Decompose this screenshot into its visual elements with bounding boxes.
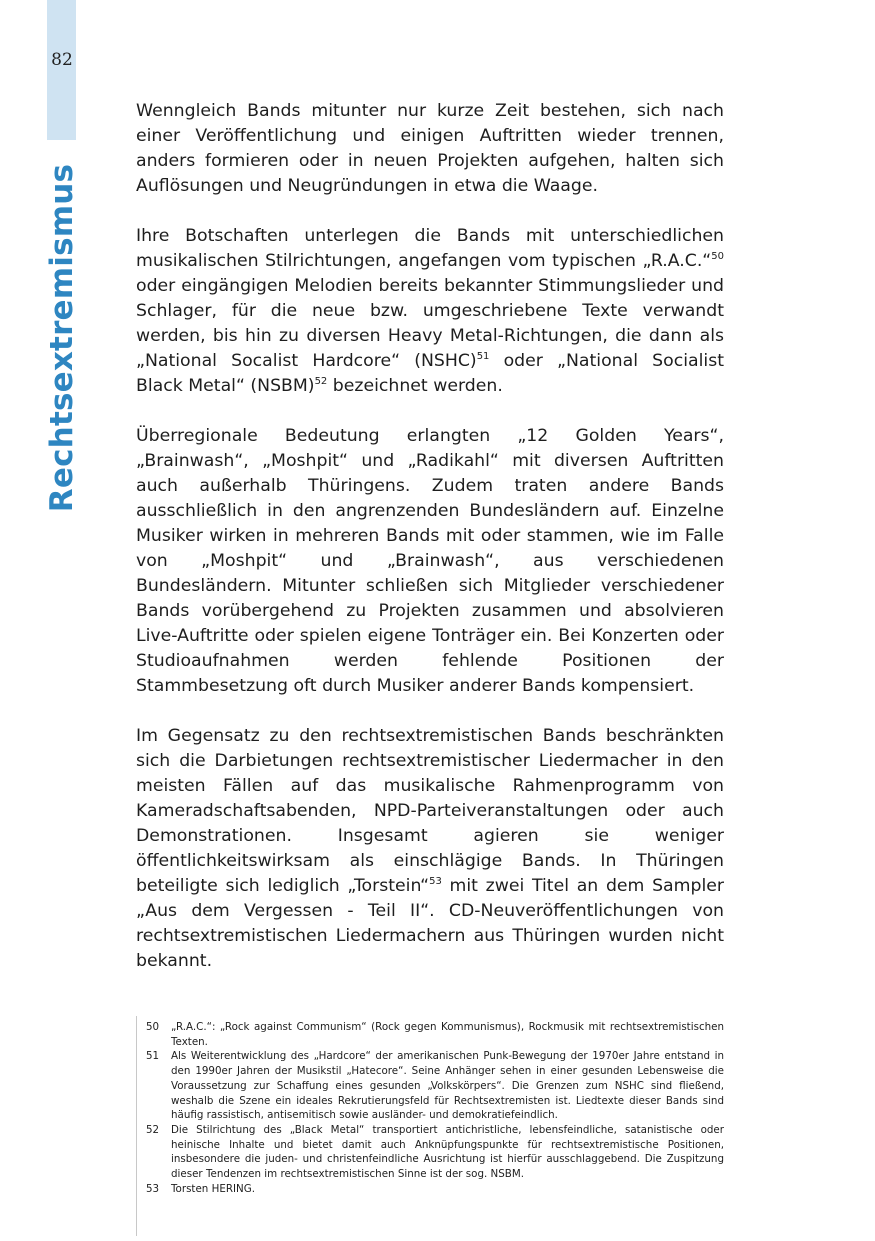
footnote-51 xyxy=(146,1049,724,1123)
chapter-title: Rechtsextremismus xyxy=(44,163,80,513)
footnote-text: „R.A.C.“: „Rock against Communism“ (Rock gegen Kommunismus), Rockmusik mit rechtsextremistischen Texten. xyxy=(171,1021,724,1048)
paragraph-2-text-b: oder eingängigen Melodien bereits bekannter Stimmungslieder und Schlager, für die neue bzw. umgeschriebene Texte verwandt werden, bis hin zu diversen Heavy Metal-Richtungen, die dann als „National Socalist Hardcore“ (NSHC) xyxy=(136,276,724,371)
page-number: 82 xyxy=(51,50,73,70)
paragraph-3: Überregionale Bedeutung erlangten „12 Golden Years“, „Brainwash“, „Moshpit“ und „Radikahl“ mit diversen Auftritten auch außerhalb Thüringens. Zudem traten andere Bands ausschließlich in den angrenzenden Bundesländern auf. Einzelne Musiker wirken in mehreren Bands mit oder stammen, wie im Falle von „Moshpit“ und „Brainwash“, aus verschiedenen Bundesländern. Mitunter schließen sich Mitglieder verschiedener Bands vorübergehend zu Projekten zusammen und absolvieren Live-Auftritte oder spielen eigene Tonträger ein. Bei Konzerten oder Studioaufnahmen werden fehlende Positionen der Stammbesetzung oft durch Musiker anderer Bands kompensiert. xyxy=(136,426,724,696)
page-number-tab xyxy=(47,0,76,140)
paragraph-1: Wenngleich Bands mitunter nur kurze Zeit bestehen, sich nach einer Veröffentlichung und einigen Auftritten wieder trennen, anders formieren oder in neuen Projekten aufgehen, halten sich Auflösungen und Neugründungen in etwa die Waage. xyxy=(136,101,724,196)
paragraph-4-text-a: Im Gegensatz zu den rechtsextremistischen Bands beschränkten sich die Darbietungen rechtsextremistischer Liedermacher in den meisten Fällen auf das musikalische Rahmenprogramm von Kameradschaftsabenden, NPD-Parteiveranstaltungen oder auch Demonstrationen. Insgesamt agieren sie weniger öffentlichkeitswirksam als einschlägige Bands. In Thüringen beteiligte sich lediglich „Torstein“ xyxy=(136,726,724,896)
footnote-text: Die Stilrichtung des „Black Metal“ transportiert antichristliche, lebensfeindliche, satanistische oder heinische Inhalte und bietet damit auch Anknüpfungspunkte für rechtsextremistische Positionen, insbesondere die juden- und christenfeindliche Ausrichtung ist hierfür ausschlaggebend. Die Zuspitzung dieser Tendenzen im rechtsextremistischen Sinne ist der sog. NSBM. xyxy=(171,1123,724,1181)
paragraph-2 xyxy=(136,224,724,399)
footnote-ref-51: 51 xyxy=(476,351,490,362)
footnote-ref-52: 52 xyxy=(314,376,328,387)
paragraph-2-text-c: oder „National Socialist Black Metal“ (NSBM) xyxy=(136,351,725,396)
footnote-50 xyxy=(146,1020,724,1049)
body-text xyxy=(136,99,724,999)
footnote-number: 50 xyxy=(146,1021,160,1033)
footnote-text: Als Weiterentwicklung des „Hardcore“ der amerikanischen Punk-Bewegung der 1970er Jahre entstand in den 1990er Jahren der Musikstil „Hatecore“. Seine Anhänger sehen in einer gesunden Lebensweise die Voraussetzung zur Schaffung eines gesunden „Volkskörpers“. Die Grenzen zum NSHC sind fließend, weshalb die Szene ein ideales Rekrutierungsfeld für Rechtsextremisten ist. Liedtexte dieser Bands sind häufig rassistisch, antisemitisch sowie ausländer- und demokratiefeindlich. xyxy=(171,1050,724,1122)
paragraph-2-text-d: bezeichnet werden. xyxy=(327,376,503,396)
footnote-number: 52 xyxy=(146,1123,160,1136)
footnote-ref-50: 50 xyxy=(711,251,724,262)
footnote-number: 51 xyxy=(146,1050,160,1063)
footnote-text: Torsten HERING. xyxy=(171,1182,256,1195)
footnote-ref-53: 53 xyxy=(429,876,442,887)
paragraph-4 xyxy=(136,724,724,974)
paragraph-2-text-a: Ihre Botschaften unterlegen die Bands mit unterschiedlichen musikalischen Stilrichtungen, angefangen vom typischen „R.A.C.“ xyxy=(136,226,724,271)
footnote-53 xyxy=(146,1182,724,1197)
footnote-52 xyxy=(146,1123,724,1182)
footnote-number: 53 xyxy=(146,1182,160,1195)
footnote-divider xyxy=(136,1016,137,1236)
footnotes xyxy=(146,1020,724,1196)
paragraph-4-text-b: mit zwei Titel an dem Sampler „Aus dem Vergessen - Teil II“. CD-Neuveröffentlichungen von rechtsextremistischen Liedermachern aus Thüringen wurden nicht bekannt. xyxy=(136,876,724,971)
